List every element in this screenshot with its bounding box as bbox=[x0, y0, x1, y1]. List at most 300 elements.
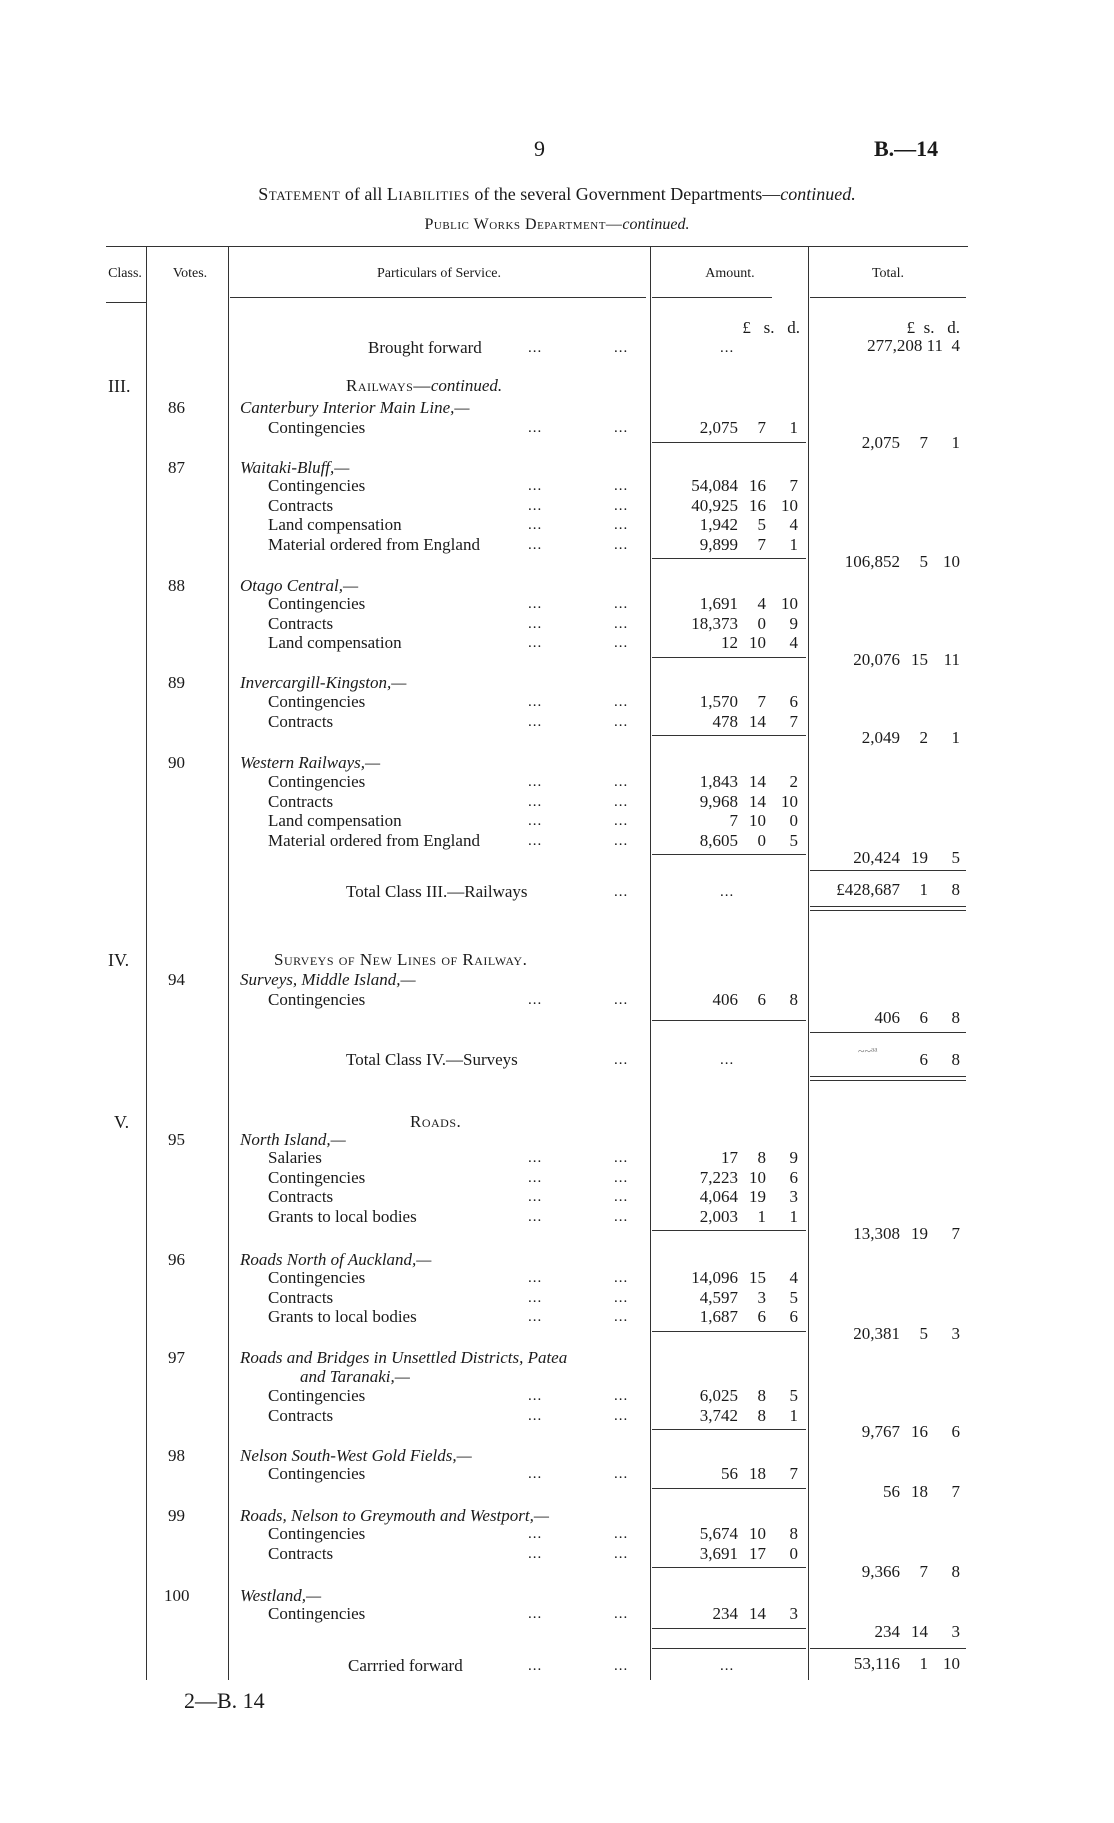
item-amount bbox=[660, 1207, 798, 1227]
item-amount-pounds: 1,570 bbox=[699, 692, 738, 711]
carried-forward-amount: ... bbox=[720, 1658, 735, 1674]
vote-number: 95 bbox=[168, 1130, 185, 1149]
item-amount-pounds: 1,687 bbox=[699, 1307, 738, 1326]
total-header-rule bbox=[810, 297, 966, 298]
item-amount-shillings: 14 bbox=[749, 711, 766, 731]
item-amount-pence: 2 bbox=[789, 772, 798, 791]
vote-number: 96 bbox=[168, 1250, 185, 1269]
leader-dots: ... bbox=[528, 1169, 543, 1186]
leader-dots: ... bbox=[614, 478, 629, 494]
leader-dots: ... bbox=[614, 1270, 629, 1286]
leader-dots: ... bbox=[528, 1189, 543, 1205]
leader-dots: ... bbox=[528, 813, 543, 829]
leader-dots: ... bbox=[614, 884, 629, 900]
vote-number: 100 bbox=[164, 1586, 190, 1605]
item-amount bbox=[660, 1544, 798, 1564]
item-amount-pounds: 1,843 bbox=[699, 772, 738, 791]
vote-total bbox=[820, 848, 960, 868]
vote-total-shillings: 5 bbox=[919, 1324, 928, 1343]
amount-pound-symbol: £ bbox=[742, 318, 751, 337]
item-label: Contracts bbox=[268, 1405, 334, 1425]
vote-total-shillings: 2 bbox=[919, 728, 928, 747]
item-amount-shillings: 14 bbox=[749, 772, 766, 791]
subtitle-continued: continued. bbox=[622, 216, 690, 233]
vote-total-pounds: 9,366 bbox=[861, 1562, 900, 1581]
item-amount-pounds: 17 bbox=[721, 1148, 738, 1167]
total-pence-symbol: d. bbox=[947, 318, 960, 337]
leader-dots: ... bbox=[528, 774, 543, 790]
vote-total bbox=[820, 728, 960, 748]
double-rule-upper bbox=[810, 1076, 966, 1077]
item-amount bbox=[660, 831, 798, 851]
vote-total bbox=[820, 650, 960, 670]
vote-number: 86 bbox=[168, 398, 185, 417]
vote-title: Nelson South-West Gold Fields,— bbox=[240, 1446, 472, 1465]
item-amount-pounds: 478 bbox=[712, 711, 738, 731]
item-label: Contingencies bbox=[268, 990, 366, 1009]
leader-dots: ... bbox=[528, 793, 543, 810]
item-amount bbox=[660, 633, 798, 653]
title-of-all: of all bbox=[340, 184, 387, 204]
item-amount-pounds: 14,096 bbox=[691, 1268, 738, 1287]
item-label: Contingencies bbox=[268, 476, 366, 495]
vote-total-pounds: 106,852 bbox=[844, 552, 900, 571]
brought-forward-label: Brought forward bbox=[368, 338, 482, 357]
vote-number: 87 bbox=[168, 458, 185, 477]
vote-total-pounds: 2,075 bbox=[861, 433, 900, 452]
item-amount-pence: 6 bbox=[789, 692, 798, 711]
leader-dots: ... bbox=[614, 1658, 629, 1674]
class-number: V. bbox=[114, 1112, 130, 1132]
item-amount-pence: 6 bbox=[789, 1307, 798, 1326]
vote-total-pounds: 20,381 bbox=[853, 1324, 900, 1343]
vote-total bbox=[820, 1482, 960, 1502]
item-amount-pounds: 12 bbox=[721, 633, 738, 652]
item-amount bbox=[660, 1168, 798, 1188]
vote-number: 97 bbox=[168, 1348, 185, 1367]
item-label: Contracts bbox=[268, 711, 334, 731]
carried-forward-label: Carrried forward bbox=[348, 1656, 463, 1675]
class-total-shillings: 6 bbox=[919, 1050, 928, 1069]
leader-dots: ... bbox=[614, 713, 629, 730]
item-amount-pence: 7 bbox=[789, 1464, 798, 1483]
item-amount-shillings: 10 bbox=[749, 633, 766, 652]
item-label: Contracts bbox=[268, 1187, 334, 1206]
vote-total-shillings: 18 bbox=[911, 1482, 928, 1501]
item-amount-pence: 9 bbox=[789, 613, 798, 633]
item-amount-pounds: 3,691 bbox=[699, 1543, 738, 1563]
class-heading-wrap bbox=[346, 376, 503, 396]
leader-dots: ... bbox=[614, 1289, 629, 1306]
leader-dots: ... bbox=[528, 536, 543, 553]
item-amount-pence: 10 bbox=[781, 594, 798, 613]
amount-header-rule bbox=[652, 297, 772, 298]
leader-dots: ... bbox=[614, 1052, 629, 1068]
class-header-rule bbox=[106, 302, 146, 303]
vote-total-pence: 7 bbox=[951, 1482, 960, 1501]
class-total-pounds: £428,687 bbox=[836, 880, 900, 899]
item-amount-pence: 8 bbox=[789, 1524, 798, 1543]
leader-dots: ... bbox=[614, 1606, 629, 1622]
leader-dots: ... bbox=[528, 497, 543, 514]
amount-pence-symbol: d. bbox=[787, 318, 800, 337]
leader-dots: ... bbox=[528, 1658, 543, 1674]
vote-total-pence: 3 bbox=[951, 1324, 960, 1343]
double-rule-lower bbox=[810, 910, 966, 911]
item-amount-pence: 5 bbox=[789, 1287, 798, 1307]
item-label: Contracts bbox=[268, 1287, 334, 1307]
item-amount bbox=[660, 614, 798, 634]
class-heading: Roads. bbox=[410, 1112, 462, 1131]
vote-total-shillings: 16 bbox=[911, 1422, 928, 1441]
item-amount-shillings: 17 bbox=[749, 1543, 766, 1563]
vote-total-pence: 3 bbox=[951, 1622, 960, 1641]
vote-total-pounds: 56 bbox=[883, 1482, 900, 1501]
item-amount-pounds: 1,942 bbox=[699, 515, 738, 534]
item-amount-pence: 3 bbox=[789, 1604, 798, 1623]
class-heading-continued: continued. bbox=[430, 376, 503, 395]
class-total-label: Total Class IV.—Surveys bbox=[346, 1050, 518, 1069]
leader-dots: ... bbox=[614, 774, 629, 790]
item-amount-pounds: 2,075 bbox=[699, 418, 738, 437]
item-amount-shillings: 0 bbox=[757, 613, 766, 633]
vote-total bbox=[820, 1622, 960, 1642]
vote-title-continued: and Taranaki,— bbox=[300, 1367, 410, 1386]
item-amount-shillings: 1 bbox=[757, 1206, 766, 1226]
item-amount-pounds: 234 bbox=[712, 1604, 738, 1623]
item-label: Land compensation bbox=[268, 811, 402, 830]
item-amount-pence: 10 bbox=[781, 495, 798, 515]
class-heading: Surveys of New Lines of Railway. bbox=[274, 950, 528, 969]
vote-title: Roads North of Auckland,— bbox=[240, 1250, 432, 1269]
vote-total bbox=[820, 1562, 960, 1582]
class-total-amount: ... bbox=[720, 884, 735, 900]
item-label: Grants to local bodies bbox=[268, 1206, 417, 1226]
leader-dots: ... bbox=[614, 1526, 629, 1542]
brought-forward-total bbox=[820, 336, 960, 356]
leader-dots: ... bbox=[528, 1309, 543, 1325]
item-amount-pounds: 4,597 bbox=[699, 1287, 738, 1307]
total-column-rule bbox=[810, 1032, 966, 1033]
vote-title: Invercargill-Kingston,— bbox=[240, 673, 407, 692]
vote-total-shillings: 15 bbox=[911, 650, 928, 669]
item-amount-shillings: 7 bbox=[757, 692, 766, 711]
item-amount bbox=[660, 1288, 798, 1308]
leader-dots: ... bbox=[528, 713, 543, 730]
vote-total-pounds: 406 bbox=[874, 1008, 900, 1027]
item-amount bbox=[660, 1307, 798, 1327]
leader-dots: ... bbox=[528, 517, 543, 533]
leader-dots: ... bbox=[614, 1466, 629, 1482]
vote-total-pence: 11 bbox=[943, 650, 960, 669]
leader-dots: ... bbox=[614, 992, 629, 1008]
title-continued: continued. bbox=[780, 184, 856, 204]
leader-dots: ... bbox=[528, 1270, 543, 1286]
document-reference: B.—14 bbox=[874, 136, 939, 161]
item-amount-pounds: 4,064 bbox=[699, 1187, 738, 1206]
subtitle-department: Public Works Department— bbox=[424, 216, 623, 233]
subtotal-rule bbox=[652, 1020, 806, 1021]
vote-total-pence: 8 bbox=[951, 1562, 960, 1581]
item-amount-shillings: 3 bbox=[757, 1287, 766, 1307]
item-label: Contingencies bbox=[268, 1386, 366, 1405]
subtotal-rule bbox=[652, 442, 806, 443]
item-amount-shillings: 0 bbox=[757, 830, 766, 850]
leader-dots: ... bbox=[614, 615, 629, 632]
item-amount-pounds: 3,742 bbox=[699, 1405, 738, 1425]
item-label: Contingencies bbox=[268, 692, 366, 711]
item-label: Grants to local bodies bbox=[268, 1307, 417, 1326]
title-statement: Statement bbox=[258, 184, 341, 204]
leader-dots: ... bbox=[614, 1388, 629, 1404]
class-column-rule bbox=[146, 246, 147, 1680]
item-amount-pounds: 8,605 bbox=[699, 830, 738, 850]
item-amount-pounds: 7,223 bbox=[699, 1167, 738, 1187]
leader-dots: ... bbox=[528, 694, 543, 710]
item-amount bbox=[660, 1268, 798, 1288]
item-label: Contracts bbox=[268, 791, 334, 811]
total-pounds: 277,208 bbox=[867, 336, 923, 355]
leader-dots: ... bbox=[528, 478, 543, 494]
item-amount-pence: 5 bbox=[789, 830, 798, 850]
item-amount-pence: 1 bbox=[789, 418, 798, 437]
subtotal-rule bbox=[652, 1429, 806, 1430]
vote-number: 90 bbox=[168, 753, 185, 772]
class-number: III. bbox=[108, 376, 131, 396]
item-amount-pence: 10 bbox=[781, 791, 798, 811]
item-amount-shillings: 16 bbox=[749, 495, 766, 515]
item-amount-pence: 8 bbox=[789, 990, 798, 1009]
item-label: Contingencies bbox=[268, 418, 366, 437]
amount-shillings-symbol: s. bbox=[763, 318, 775, 337]
page-subtitle bbox=[0, 216, 1114, 234]
item-amount-pounds: 1,691 bbox=[699, 594, 738, 613]
item-amount-shillings: 8 bbox=[757, 1405, 766, 1425]
item-amount-shillings: 14 bbox=[749, 791, 766, 811]
vote-number: 98 bbox=[168, 1446, 185, 1465]
vote-total-pence: 10 bbox=[943, 552, 960, 571]
subtotal-rule bbox=[652, 558, 806, 559]
vote-number: 88 bbox=[168, 576, 185, 595]
item-amount bbox=[660, 594, 798, 614]
item-amount bbox=[660, 1187, 798, 1207]
item-label: Contingencies bbox=[268, 1268, 366, 1287]
leader-dots: ... bbox=[528, 1545, 543, 1562]
item-amount-pence: 7 bbox=[789, 476, 798, 495]
vote-title: Canterbury Interior Main Line,— bbox=[240, 398, 470, 417]
leader-dots: ... bbox=[528, 635, 543, 651]
item-amount bbox=[660, 515, 798, 535]
item-amount-shillings: 10 bbox=[749, 1167, 766, 1187]
item-label: Contingencies bbox=[268, 1604, 366, 1623]
leader-dots: ... bbox=[614, 694, 629, 710]
leader-dots: ... bbox=[614, 1545, 629, 1562]
item-amount bbox=[660, 772, 798, 792]
item-amount-pounds: 9,968 bbox=[699, 791, 738, 811]
item-amount bbox=[660, 1524, 798, 1544]
smudge-mark: ~~ᵃᵃ bbox=[858, 1044, 878, 1058]
item-amount bbox=[660, 692, 798, 712]
item-amount bbox=[660, 990, 798, 1010]
vote-total-shillings: 7 bbox=[919, 1562, 928, 1581]
vote-title: Western Railways,— bbox=[240, 753, 381, 772]
vote-total-pence: 5 bbox=[951, 848, 960, 867]
item-amount-shillings: 18 bbox=[749, 1464, 766, 1483]
total-column-rule bbox=[810, 870, 966, 871]
vote-total-shillings: 6 bbox=[919, 1008, 928, 1027]
leader-dots: ... bbox=[528, 832, 543, 849]
item-amount-shillings: 7 bbox=[757, 418, 766, 437]
class-total-shillings: 1 bbox=[919, 880, 928, 899]
vote-total-shillings: 7 bbox=[919, 433, 928, 452]
vote-total-pounds: 2,049 bbox=[861, 728, 900, 747]
item-amount-shillings: 10 bbox=[749, 1524, 766, 1543]
leader-dots: ... bbox=[614, 1150, 629, 1166]
item-amount-pence: 1 bbox=[789, 1206, 798, 1226]
leader-dots: ... bbox=[614, 635, 629, 651]
vote-title: Westland,— bbox=[240, 1586, 322, 1605]
class-number: IV. bbox=[108, 950, 130, 970]
leader-dots: ... bbox=[614, 1169, 629, 1186]
vote-total-pounds: 20,076 bbox=[853, 650, 900, 669]
vote-total-shillings: 5 bbox=[919, 552, 928, 571]
item-label: Land compensation bbox=[268, 515, 402, 534]
total-column-rule bbox=[810, 1648, 966, 1649]
item-amount bbox=[660, 792, 798, 812]
class-total-amount: ... bbox=[720, 1052, 735, 1068]
item-amount bbox=[660, 1386, 798, 1406]
total-pound-symbol: £ bbox=[906, 318, 916, 337]
votes-column-rule bbox=[228, 246, 229, 1680]
subtotal-rule bbox=[652, 1331, 806, 1332]
subtotal-rule bbox=[652, 1648, 806, 1649]
leader-dots: ... bbox=[528, 1606, 543, 1622]
vote-total-shillings: 19 bbox=[911, 848, 928, 867]
class-total bbox=[810, 880, 960, 900]
item-amount bbox=[660, 1406, 798, 1426]
leader-dots: ... bbox=[614, 517, 629, 533]
header-total: Total. bbox=[871, 266, 905, 281]
item-amount-pounds: 9,899 bbox=[699, 534, 738, 554]
leader-dots: ... bbox=[614, 1208, 629, 1225]
vote-total bbox=[820, 1224, 960, 1244]
subtotal-rule bbox=[652, 735, 806, 736]
vote-total bbox=[820, 433, 960, 453]
vote-total-pence: 6 bbox=[951, 1422, 960, 1441]
item-label: Salaries bbox=[268, 1148, 322, 1167]
item-amount-shillings: 7 bbox=[757, 534, 766, 554]
item-amount-shillings: 10 bbox=[749, 811, 766, 830]
item-label: Land compensation bbox=[268, 633, 402, 652]
item-amount-pence: 0 bbox=[789, 811, 798, 830]
vote-title: Roads and Bridges in Unsettled Districts, Patea bbox=[240, 1348, 568, 1367]
item-label: Contingencies bbox=[268, 1464, 366, 1483]
particulars-header-rule bbox=[230, 297, 646, 298]
item-amount-shillings: 16 bbox=[749, 476, 766, 495]
carried-forward-total bbox=[820, 1654, 960, 1674]
item-amount-pounds: 18,373 bbox=[691, 613, 738, 633]
subtotal-rule bbox=[652, 854, 806, 855]
item-label: Contracts bbox=[268, 613, 334, 633]
item-amount-pence: 3 bbox=[789, 1187, 798, 1206]
item-label: Contingencies bbox=[268, 594, 366, 613]
vote-total bbox=[820, 1008, 960, 1028]
item-amount-pounds: 54,084 bbox=[691, 476, 738, 495]
title-rest: of the several Government Departments— bbox=[469, 184, 781, 204]
item-amount-pounds: 5,674 bbox=[699, 1524, 738, 1543]
double-rule-upper bbox=[810, 906, 966, 907]
item-amount-pence: 5 bbox=[789, 1386, 798, 1405]
class-total-pence: 8 bbox=[951, 880, 960, 899]
brought-forward-amount: ... bbox=[720, 340, 735, 356]
subtotal-rule bbox=[652, 1488, 806, 1489]
item-amount-pence: 0 bbox=[789, 1543, 798, 1563]
leader-dots: ... bbox=[528, 1526, 543, 1542]
vote-total-pence: 1 bbox=[951, 433, 960, 452]
footer-reference: 2—B. 14 bbox=[184, 1688, 265, 1713]
header-votes: Votes. bbox=[172, 266, 208, 281]
vote-total bbox=[820, 1324, 960, 1344]
item-label: Material ordered from England bbox=[268, 534, 480, 554]
subtotal-rule bbox=[652, 1567, 806, 1568]
item-amount-pence: 7 bbox=[789, 711, 798, 731]
vote-number: 94 bbox=[168, 970, 185, 989]
amount-column-rule bbox=[808, 246, 809, 1680]
vote-title: Surveys, Middle Island,— bbox=[240, 970, 416, 989]
leader-dots: ... bbox=[528, 596, 543, 612]
vote-total-pounds: 13,308 bbox=[853, 1224, 900, 1243]
leader-dots: ... bbox=[614, 1189, 629, 1205]
vote-total bbox=[820, 1422, 960, 1442]
item-label: Contingencies bbox=[268, 1167, 366, 1187]
leader-dots: ... bbox=[614, 340, 629, 356]
page-number: 9 bbox=[534, 136, 545, 161]
leader-dots: ... bbox=[528, 992, 543, 1008]
item-amount bbox=[660, 496, 798, 516]
item-label: Contingencies bbox=[268, 772, 366, 791]
item-amount-pounds: 6,025 bbox=[699, 1386, 738, 1405]
vote-title: North Island,— bbox=[240, 1130, 346, 1149]
leader-dots: ... bbox=[614, 1407, 629, 1424]
leader-dots: ... bbox=[614, 832, 629, 849]
item-label: Contracts bbox=[268, 1543, 334, 1563]
leader-dots: ... bbox=[614, 1309, 629, 1325]
leader-dots: ... bbox=[614, 596, 629, 612]
carried-forward-total-pounds: 53,116 bbox=[853, 1654, 900, 1673]
carried-forward-total-shillings: 1 bbox=[919, 1654, 928, 1673]
leader-dots: ... bbox=[614, 536, 629, 553]
subtotal-rule bbox=[652, 1628, 806, 1629]
item-amount-pence: 9 bbox=[789, 1148, 798, 1167]
total-currency-header bbox=[856, 318, 960, 338]
amount-currency-header bbox=[700, 318, 800, 338]
item-amount-shillings: 19 bbox=[749, 1187, 766, 1206]
item-amount-shillings: 15 bbox=[749, 1268, 766, 1287]
leader-dots: ... bbox=[614, 420, 629, 436]
item-amount-shillings: 8 bbox=[757, 1386, 766, 1405]
item-amount-pounds: 56 bbox=[721, 1464, 738, 1483]
subtotal-rule bbox=[652, 657, 806, 658]
leader-dots: ... bbox=[614, 497, 629, 514]
vote-total-pounds: 9,767 bbox=[861, 1422, 900, 1441]
header-particulars: Particulars of Service. bbox=[376, 266, 501, 281]
item-amount-pence: 1 bbox=[789, 1405, 798, 1425]
item-amount-shillings: 4 bbox=[757, 594, 766, 613]
leader-dots: ... bbox=[528, 615, 543, 632]
leader-dots: ... bbox=[528, 1289, 543, 1306]
leader-dots: ... bbox=[614, 813, 629, 829]
vote-total-shillings: 14 bbox=[911, 1622, 928, 1641]
